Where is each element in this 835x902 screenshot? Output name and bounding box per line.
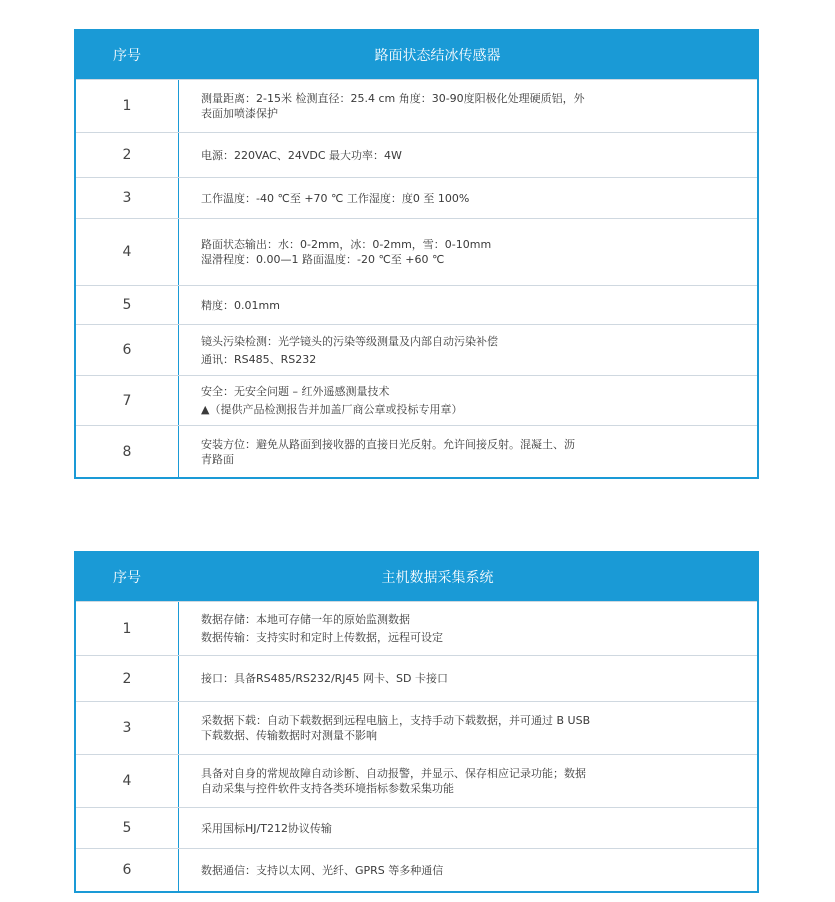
row-index: 4 — [76, 219, 179, 285]
row-description: 工作温度：-40 ℃至 +70 ℃ 工作湿度：度0 至 100% — [201, 191, 470, 205]
row-index: 5 — [76, 286, 179, 324]
row-description: 数据存储：本地可存储一年的原始监测数据 数据传输：支持实时和定时上传数据，远程可设定 — [201, 613, 443, 644]
table-row — [76, 655, 757, 701]
table-row — [76, 754, 757, 807]
table-row — [76, 285, 757, 324]
row-index: 3 — [76, 178, 179, 218]
row-description: 安装方位：避免从路面到接收器的直接日光反射。允许间接反射。混凝土、沥 青路面 — [201, 437, 575, 466]
header-title: 主机数据采集系统 — [381, 570, 494, 586]
table-row — [76, 132, 757, 177]
row-index: 6 — [76, 325, 179, 375]
header-index: 序号 — [113, 570, 141, 586]
row-description: 精度：0.01mm — [201, 298, 280, 312]
row-index: 2 — [76, 133, 179, 177]
row-description: 数据通信：支持以太网、光纤、GPRS 等多种通信 — [201, 863, 444, 877]
row-description: 具备对自身的常规故障自动诊断、自动报警，并显示、保存相应记录功能；数据 自动采集与控件软件支持各类环境指标参数采集功能 — [201, 767, 586, 795]
row-description: 测量距离：2-15米 检测直径：25.4 cm 角度：30-90度阳极化处理硬质铝，外 表面加喷漆保护 — [201, 92, 585, 120]
table-row — [76, 375, 757, 425]
row-index: 1 — [76, 80, 179, 132]
row-index: 7 — [76, 376, 179, 425]
header-title: 路面状态结冰传感器 — [374, 48, 501, 64]
row-index: 4 — [76, 755, 179, 807]
table-row — [76, 701, 757, 754]
row-index: 2 — [76, 656, 179, 701]
host-data-acquisition-table — [74, 551, 759, 893]
table-row — [76, 807, 757, 848]
row-description: 接口：具备RS485/RS232/RJ45 网卡、SD 卡接口 — [201, 672, 448, 685]
row-index: 1 — [76, 602, 179, 655]
table-row — [76, 79, 757, 132]
row-description: 电源：220VAC、24VDC 最大功率：4W — [201, 148, 402, 162]
table-row — [76, 218, 757, 285]
table-header — [76, 553, 757, 601]
table-header — [76, 31, 757, 79]
row-index: 5 — [76, 808, 179, 848]
row-index: 8 — [76, 426, 179, 477]
row-index: 3 — [76, 702, 179, 754]
row-description: 采用国标HJ/T212协议传输 — [201, 821, 332, 835]
row-description: 路面状态输出：水：0-2mm，冰：0-2mm，雪：0-10mm 湿滑程度：0.00—1 路面温度：-20 ℃至 +60 ℃ — [201, 238, 492, 266]
table-row — [76, 324, 757, 375]
table-row — [76, 425, 757, 477]
row-description: 安全：无安全问题 – 红外遥感测量技术 ▲（提供产品检测报告并加盖厂商公章或投标专用章） — [201, 385, 463, 416]
row-description: 采数据下载：自动下载数据到远程电脑上，支持手动下载数据，并可通过 B USB 下载数据、传输数据时对测量不影响 — [201, 714, 591, 742]
table-row — [76, 848, 757, 891]
header-index: 序号 — [113, 48, 141, 64]
road-ice-sensor-table — [74, 29, 759, 479]
table-row — [76, 601, 757, 655]
row-index: 6 — [76, 849, 179, 891]
table-row — [76, 177, 757, 218]
row-description: 镜头污染检测：光学镜头的污染等级测量及内部自动污染补偿 通讯：RS485、RS232 — [201, 334, 498, 366]
